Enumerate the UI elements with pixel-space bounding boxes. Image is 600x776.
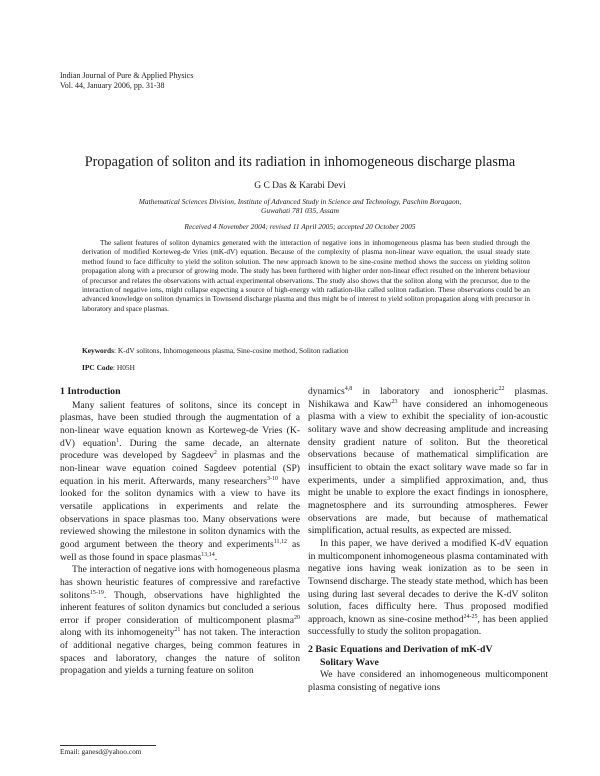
intro-paragraph-3: dynamics$^{4,8}$ in laboratory and ionospheric$^{22}$ plasmas. Nishikawa and Kaw$^{23}$ have considered an inhomogeneous plasma with a view to exhibit the speciality of ion-acoustic solitary wave and show decreasing amplitude and increasing density gradient nature of soliton. But the theoretical observations because of mathematical simplification are insufficient to obtain the exact solitary wave made so far in experiments, under a simplified approximation, and, thus might be unable to explore the exact findings in ionosphere, magnetosphere and its surrounding atmospheres. Fewer observations are made, but because of mathematical simplification, actual results, as expected are missed. <box>308 385 548 537</box>
keywords <box>82 346 530 355</box>
paper-authors: G C Das & Karabi Devi <box>254 181 346 191</box>
section2-paragraph-1: We have considered an inhomogeneous multicomponent plasma consisting of negative ions <box>308 669 548 694</box>
footnote-divider <box>60 745 156 746</box>
intro-paragraph-1: Many salient features of solitons, since its concept in plasmas, have been studied through the augmentation of a non-linear wave equation known as Korteweg-de Vries (K-dV) equation$^1$. During the same decade, an alternate procedure was developed by Sagdeev$^2$ in plasmas and the non-linear wave equation coined Sagdeev potential (SP) equation in his merit. Afterwards, many researchers$^{3-10}$ have looked for the soliton dynamics with a view to have its versatile applications in experiments and relate the observations in space plasmas too. Many observations were reviewed showing the milestone in soliton dynamics with the good argument between the theory and experiments$^{11,12}$ as well as those found in space plasmas$^{13,14}$. <box>60 399 300 563</box>
journal-header <box>60 71 193 91</box>
paper-title: Propagation of soliton and its radiation in inhomogeneous discharge plasma <box>84 154 516 170</box>
affiliation <box>100 197 500 216</box>
abstract: The salient features of soliton dynamics generated with the interaction of negative ions in inhomogeneous plasma has been studied through the derivation of modified Korteweg-de Vries (mK-dV) equation. Because of the complexity of plasma non-linear wave equation, the usual steady state method found to face difficulty to yield the soliton solution. The new approach known to be sine-cosine method shows the success on yielding soliton propagation along with a precursor of growing mode. The study has been furthered with higher order non-linear effect resulted on the inherent behaviour of precursor and relates the observations with actual experimental observations. The study also shows that the soliton along with the precursor, due to the interaction of negative ions, might collapse expecting a source of high-energy with radiation-like called soliton radiation. These observations could be an advanced knowledge on soliton dynamics in Townsend discharge plasma and thus might be of interest to yield soliton propagation along with precursor in laboratory and space plasmas. <box>82 239 530 313</box>
section-heading-basic-equations: 2 Basic Equations and Derivation of mK-dV Solitary Wave <box>308 644 493 668</box>
keywords-label: Keywords <box>82 346 115 355</box>
received-dates: Received 4 November 2004; revised 11 April 2005; accepted 20 October 2005 <box>184 222 416 231</box>
left-column <box>60 386 300 678</box>
journal-name: Indian Journal of Pure & Applied Physics <box>60 71 194 80</box>
affiliation-line1: Mathematical Sciences Division, Institute of Advanced Study in Science and Technology, Paschim Boragaon, <box>138 197 462 206</box>
journal-volume: Vol. 44, January 2006, pp. 31-38 <box>60 81 165 90</box>
intro-paragraph-4: In this paper, we have derived a modified K-dV equation in multicomponent inhomogeneous plasma contaminated with negative ions having weak ionization as to be seen in Townsend discharge. The steady state method, which has been using during last several decades to derive the K-dV soliton solution, faces difficulty here. Thus proposed modified approach, known as sine-cosine method$^{24-25}$, has been applied successfully to study the soliton propagation. <box>308 537 548 638</box>
affiliation-line2: Guwahati 781 035, Assam <box>261 206 339 216</box>
keywords-text: : K-dV solitons, Inhomogeneous plasma, Sine-cosine method, Soliton radiation <box>114 346 349 355</box>
ipc-label: IPC Code <box>82 363 113 372</box>
ipc-code <box>82 363 135 372</box>
ipc-text: : H05H <box>113 363 135 372</box>
footnote-email: Email: ganesd@yahoo.com <box>60 747 142 756</box>
right-column <box>308 386 548 695</box>
intro-paragraph-2: The interaction of negative ions with homogeneous plasma has shown heuristic features of compressive and rarefactive solitons$^{15-19}$. Though, observations have highlighted the inherent features of soliton dynamics but concluded a serious error if proper consideration of multicomponent plasma$^{20}$ along with its inhomogeneity$^{21}$ has not taken. The interaction of additional negative charges, being common features in spaces and laboratory, changes the nature of soliton propagation and yields a turning feature on soliton <box>60 564 300 677</box>
section-heading-introduction: 1 Introduction <box>60 386 121 397</box>
